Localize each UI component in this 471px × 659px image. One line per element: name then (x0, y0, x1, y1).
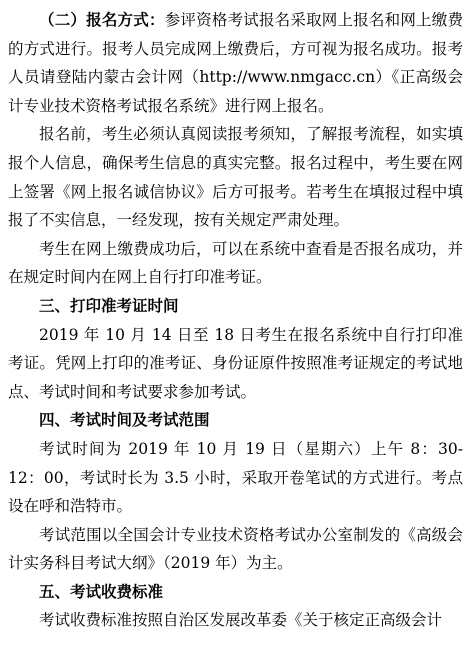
section-5-heading: 五、考试收费标准 (39, 582, 164, 601)
section-4-heading: 四、考试时间及考试范围 (39, 411, 210, 430)
signup-method-paragraph (8, 6, 463, 120)
signup-method-lead: （二）报名方式： (39, 11, 165, 29)
exam-time-paragraph: 考试时间为 2019 年 10 月 19 日（星期六）上午 8：30-12：00，考试时长为 3.5 小时，采取开卷笔试的方式进行。考点设在呼和浩特市。 (8, 439, 463, 516)
print-ticket-paragraph: 2019 年 10 月 14 日至 18 日考生在报名系统中自行打印准考证。凭网上打印的准考证、身份证原件按照准考证规定的考试地点、考试时间和考试要求参加考试。 (8, 325, 463, 401)
section-3-heading: 三、打印准考证时间 (39, 296, 179, 315)
signup-method-text: 参评资格考试报名采取网上报名和网上缴费的方式进行。报考人员完成网上缴费后，方可视为报名成功。报考人员请登陆内蒙古会计网（http://www.nmgacc.cn）《正高级会计专业技术资格考试报名系统》进行网上报名。 (8, 11, 463, 115)
exam-fee-paragraph: 考试收费标准按照自治区发展改革委《关于核定正高级会计 (39, 611, 443, 630)
payment-success-paragraph: 考生在网上缴费成功后，可以在系统中查看是否报名成功，并在规定时间内在网上自行打印准考证。 (8, 239, 463, 287)
pre-signup-paragraph: 报名前，考生必须认真阅读报考须知，了解报考流程，如实填报个人信息，确保考生信息的真实完整。报名过程中，考生要在网上签署《网上报名诚信协议》后方可报考。若考生在填报过程中填报了不实信息，一经发现，按有关规定严肃处理。 (8, 125, 463, 230)
exam-scope-paragraph: 考试范围以全国会计专业技术资格考试办公室制发的《高级会计实务科目考试大纲》（2019 年）为主。 (8, 525, 463, 573)
